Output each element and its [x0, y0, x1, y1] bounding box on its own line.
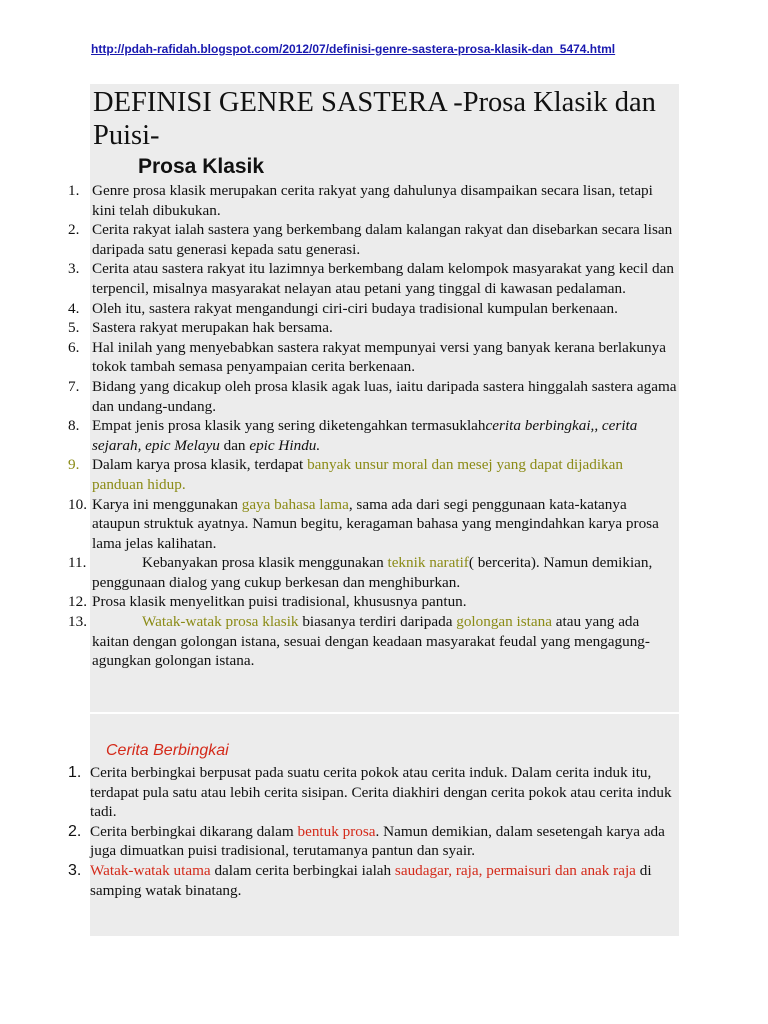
- list-item-text: Cerita atau sastera rakyat itu lazimnya berkembang dalam kelompok masyarakat yang kecil dan terpencil, misalnya masyarakat nelayan atau petani yang tinggal di kawasan pedalaman.: [92, 260, 674, 297]
- list-item-text: . Namun demikian, dalam sesetengah karya ada juga dimuatkan puisi tradisional, terutamanya pantun dan syair.: [90, 822, 665, 860]
- list-item-text: Empat jenis prosa klasik yang sering diketengahkan termasuklah: [92, 417, 486, 435]
- list-item-text: Cerita rakyat ialah sastera yang berkembang dalam kalangan rakyat dan disebarkan secara lisan daripada satu generasi kepada satu generasi.: [92, 221, 673, 258]
- list-item-number: 9.: [68, 456, 80, 474]
- list-item: [68, 763, 678, 822]
- list-item-text: Genre prosa klasik merupakan cerita rakyat yang dahulunya disampaikan secara lisan, tetapi kini telah dibukukan.: [92, 182, 653, 219]
- list-item: [68, 377, 678, 416]
- list-item: [68, 299, 678, 319]
- list-item: [68, 553, 678, 592]
- list-item-number: 12.: [68, 593, 87, 611]
- list-item-text: Bidang yang dicakup oleh prosa klasik agak luas, iaitu daripada sastera hinggalah sastera agama dan undang-undang.: [92, 377, 677, 415]
- section-heading-cerita-berbingkai: Cerita Berbingkai: [106, 742, 229, 759]
- list-item: [68, 259, 678, 298]
- list-item-number: 7.: [68, 377, 80, 395]
- highlighted-text: Watak-watak utama: [90, 861, 211, 879]
- list-item-text: Dalam karya prosa klasik, terdapat: [92, 456, 308, 474]
- list-item: [68, 612, 678, 671]
- list-item: [68, 861, 678, 900]
- list-item: [68, 495, 678, 554]
- list-item-number: 3.: [68, 861, 82, 879]
- highlighted-text: golongan istana: [456, 613, 552, 631]
- list-item-text: Sastera rakyat merupakan hak bersama.: [92, 319, 333, 337]
- list-item-text: atau yang ada kaitan dengan golongan istana, sesuai dengan keadaan masyarakat feudal yang mengagung-agungkan golongan istana.: [92, 613, 650, 670]
- list-item-number: 4.: [68, 299, 80, 317]
- highlighted-text: cerita berbingkai,, cerita sejarah, epic Melayu: [92, 417, 638, 454]
- list-item-number: 2.: [68, 822, 82, 840]
- prosa-klasik-list: [68, 181, 678, 671]
- list-item: [68, 318, 678, 338]
- list-item-text: dan: [219, 436, 250, 454]
- list-item-text: biasanya terdiri daripada: [298, 613, 457, 631]
- list-item-text: di samping watak binatang.: [90, 861, 652, 899]
- list-item-text: ( bercerita). Namun demikian, penggunaan dialog yang cukup berkesan dan menghiburkan.: [92, 554, 653, 591]
- list-item-number: 1.: [68, 764, 82, 781]
- highlighted-text: Watak-watak prosa klasik: [142, 613, 299, 631]
- list-item-text: , sama ada dari segi penggunaan kata-katanya ataupun struktuk ayatnya. Namun begitu, keragaman bahasa yang mengindahkan karya prosa lama jelas kalihatan.: [92, 495, 659, 552]
- section-heading-prosa-klasik: Prosa Klasik: [138, 155, 265, 178]
- list-item-number: 8.: [68, 417, 80, 435]
- list-item-number: 6.: [68, 338, 80, 356]
- list-item-number: 2.: [68, 221, 80, 239]
- list-item-number: 5.: [68, 319, 80, 337]
- list-item-number: 1.: [68, 182, 80, 199]
- list-item-text: Kebanyakan prosa klasik menggunakan: [142, 554, 388, 572]
- list-item-number: 11.: [68, 554, 87, 572]
- highlighted-text: epic Hindu.: [249, 436, 321, 454]
- list-item: [68, 220, 678, 259]
- list-item-text: Oleh itu, sastera rakyat mengandungi ciri-ciri budaya tradisional kumpulan berkenaan.: [92, 299, 618, 317]
- list-item: [68, 592, 678, 612]
- list-item: [68, 338, 678, 377]
- list-item: [68, 181, 678, 220]
- list-item-text: Prosa klasik menyelitkan puisi tradisional, khususnya pantun.: [92, 593, 467, 611]
- list-item-text: Karya ini menggunakan: [92, 495, 242, 513]
- list-item: [68, 416, 678, 455]
- highlighted-text: gaya bahasa lama: [241, 495, 349, 513]
- source-url-link[interactable]: http://pdah-rafidah.blogspot.com/2012/07/definisi-genre-sastera-prosa-klasik-dan_5474.html: [91, 42, 616, 56]
- highlighted-text: teknik naratif: [387, 554, 469, 572]
- list-item: [68, 822, 678, 861]
- highlighted-text: bentuk prosa: [297, 822, 376, 840]
- list-item-number: 3.: [68, 260, 80, 278]
- list-item-text: Hal inilah yang menyebabkan sastera rakyat mempunyai versi yang banyak kerana berlakunya tokok tambah semasa penyampaian cerita berkenaan.: [92, 338, 666, 376]
- highlighted-text: banyak unsur moral dan mesej yang dapat dijadikan panduan hidup.: [92, 456, 623, 493]
- highlighted-text: saudagar, raja, permaisuri dan anak raja: [394, 861, 636, 879]
- list-item-number: 13.: [68, 613, 87, 631]
- list-item-text: dalam cerita berbingkai ialah: [210, 861, 395, 879]
- list-item-text: Cerita berbingkai dikarang dalam: [90, 822, 298, 840]
- list-item: [68, 455, 678, 494]
- list-item-text: Cerita berbingkai berpusat pada suatu cerita pokok atau cerita induk. Dalam cerita induk itu, terdapat pula satu atau lebih cerita sisipan. Cerita diakhiri dengan cerita pokok atau cerita induk tadi.: [90, 764, 672, 821]
- cerita-berbingkai-list: [68, 763, 678, 900]
- page-title: DEFINISI GENRE SASTERA -Prosa Klasik dan Puisi-: [93, 87, 656, 151]
- list-item-number: 10.: [68, 495, 87, 513]
